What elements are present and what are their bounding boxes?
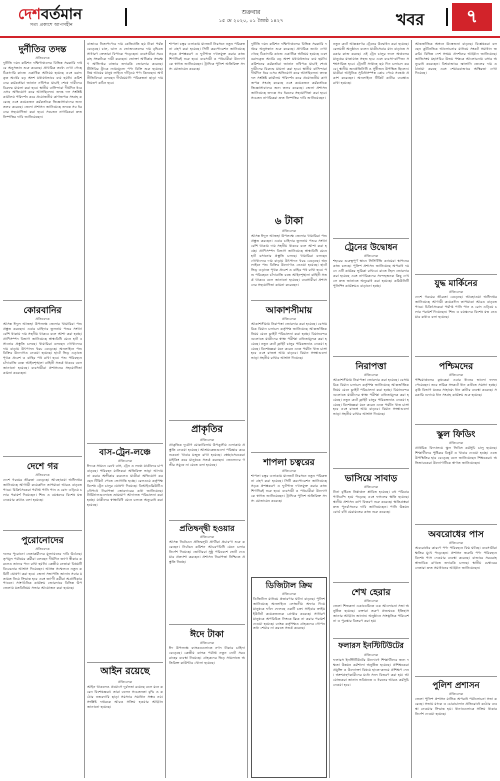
story-headline: শাপলা চত্বরের [263,458,315,468]
story-headline: পুলিশ প্রশাসন [432,681,480,691]
story-body: আইন থাকলেও প্রয়োগে দুর্বলতা রয়েছে বলে মনে করেন বিশেষজ্ঞরা। তারা বলেন সচেতনতা বৃদ্ধি ও কঠোর নজরদারি ছাড়া সমস্যার সমাধান সম্ভব নয়। সংশ্লিষ্ট দপ্তরকে আরও সক্রিয় হওয়ার আহ্বান জানানো হয়েছে। [87,685,163,709]
story-separator [3,530,82,531]
story-separator [87,662,163,663]
story-puronoder [3,532,82,777]
story-shekh-herar [333,584,409,636]
story-byline: প্রতিবেদক [199,438,215,442]
story-bhasiye-sabar [333,470,409,580]
column-rule [329,40,330,778]
story-headline: ৬ টাকা [274,216,304,227]
story-body: দলের পুরোনো নেতাকর্মীদের মূল্যায়নের দাবি উঠেছে। তৃণমূল পর্যায়ের কর্মীরা বলছেন দীর্ঘদিন ত্যাগ স্বীকার করলেও তাদের পদে রাখা হয়নি। কেন্দ্রীয় নেতারা বিষয়টি বিবেচনার আশ্বাস দিয়েছেন। আসন্ন সম্মেলনে নতুন কমিটি ঘোষণা করা হবে। জেলা সভাপতি জানান সবার মতামত নিয়ে সিদ্ধান্ত হবে এবং ত্যাগী কর্মীরা অগ্রাধিকার পাবেন। সাংগঠনিক কার্যক্রম জোরদারে বিভিন্ন উপজেলায় মতবিনিময় সভার আয়োজন করা হয়েছে। [3,552,82,591]
story-headline: ভাসিয়ে সাবাড় [344,474,398,484]
story-headline: অবরোধের পাস [428,530,484,540]
story-separator [3,456,82,457]
story-train-udbodhan [333,240,409,354]
issue-date: ১৫ মে ২০২০, ০১ জ্যৈষ্ঠ ১৪২৭ [218,18,284,24]
story-separator [333,238,409,239]
story-separator [415,424,497,425]
story-headline: দুর্নীতির তদন্ত [18,45,67,55]
section-title: খবর [396,10,425,29]
story-separator [415,356,497,357]
story-ain-royeche [87,664,163,777]
newspaper-logo [18,6,82,22]
story-body: শাপলা চত্বর এলাকায় যানজট নিরসনে নতুন পরিকল্পনা গ্রহণ করা হয়েছে। সিটি করপোরেশন জানিয়েছে সড়ক প্রশস্তকরণ ও ফুটপাত দখলমুক্ত করার কাজ শিগগিরই শুরু হবে। ব্যবসায়ী ও পথচারীরা উদ্যোগকে স্বাগত জানিয়েছেন। ট্রাফিক পুলিশ অতিরিক্ত সদস্য মোতায়েন করেছে। [251,474,327,503]
story-column5-top [333,40,409,236]
story-byline: প্রতিবেদক [281,229,297,233]
story-body: দেশে গরমের তীব্রতা বেড়েছে। আবহাওয়া অধিদপ্তর জানিয়েছে আগামী কয়েকদিন তাপমাত্রা আরও বাড়তে পারে। চিকিৎসকেরা পর্যাপ্ত পানি পান ও রোদ এড়িয়ে চলার পরামর্শ দিয়েছেন। শিশু ও বয়স্কদের বিশেষ যত্ন নেওয়ার কথাও বলা হয়েছে। [3,478,82,502]
story-byline: প্রতিবেদক [117,680,133,684]
story-headline: কোরবানির [23,306,62,316]
story-byline: প্রতিবেদক [281,592,297,596]
story-headline: আইন রয়েছে [100,666,150,677]
story-headline: পশ্চিমদের [438,362,474,372]
story-separator [333,638,409,639]
story-byline: প্রতিবেদক [281,469,297,473]
story-byline: প্রতিবেদক [363,485,379,489]
story-headline: ফলারস ইনস্টিটিউটের [338,641,404,650]
story-byline: প্রতিবেদক [281,317,297,321]
story-digital-crime [253,579,325,775]
story-6-taka [251,40,327,298]
story-byline: প্রতিবেদক [199,641,215,645]
story-headline: ডিজিটাল ক্রিম [265,580,313,590]
story-body: দেশে গরমের তীব্রতা বেড়েছে। আবহাওয়া অধিদপ্তর জানিয়েছে আগামী কয়েকদিন তাপমাত্রা আরও বাড়তে পারে। চিকিৎসকেরা পর্যাপ্ত পানি পান ও রোদ এড়িয়ে চলার পরামর্শ দিয়েছেন। শিশু ও বয়স্কদের বিশেষ যত্ন নেওয়ার কথাও বলা হয়েছে। [415,295,497,319]
story-byline: প্রতিবেদক [363,254,379,258]
story-separator [251,300,327,301]
story-juddha-markin [415,276,497,354]
story-separator [333,582,409,583]
story-body: দুর্নীতি দমন কমিশন দক্ষিণাঞ্চলের বিভিন্ন সরকারি দপ্তরে অনুসন্ধান শুরু করেছে। প্রাথমিক তথ্যে দেখা গেছে ঠিকাদারি কাজে একাধিক অনিয়ম হয়েছে এবং বরাদ্দকৃত অর্থের বড় অংশ যথাযথভাবে ব্যয় হয়নি। কমিশনের কর্মকর্তারা জানান নথিপত্র যাচাই শেষে দায়ীদের বিরুদ্ধে মামলা করা হবে। স্থানীয় বাসিন্দারা দীর্ঘদিন ধরে এসব অভিযোগ করে আসছিলেন। তদন্ত দল সংশ্লিষ্ট কার্যালয় পরিদর্শন করে প্রয়োজনীয় কাগজপত্র সংগ্রহ করেছে এবং কয়েকজন কর্মকর্তাকে জিজ্ঞাসাবাদের জন্য তলব করেছে। জেলা প্রশাসন জানিয়েছে তদন্তে সব ধরনের সহযোগিতা করা হবে। সচেতন নাগরিকরা দ্রুত নিষ্পত্তির দাবি জানিয়েছেন। [251,42,327,100]
column-rule [84,40,85,778]
story-headline: শেখ হেরার [351,588,391,598]
story-separator [333,356,409,357]
divider [446,8,448,26]
story-body: আসন্ন ঈদুল আজহা উপলক্ষে জেলার খামারিরা পশু প্রস্তুত করছেন। এবার চাহিদার তুলনায় পশুর সংখ্যা বেশি থাকায় দাম সহনীয় থাকবে বলে আশা করা হচ্ছে। প্রাণিসম্পদ বিভাগ জানিয়েছে স্বাস্থ্যবিধি মেনে হাট বসানোর প্রস্তুতি চলছে। খামারিরা বলছেন গোখাদ্যের দাম বাড়ায় উৎপাদন খরচ বেড়েছে। অনলাইনে পশু বিক্রির উদ্যোগও নেওয়া হয়েছে। হাটে ভিড় এড়াতে পৃথক প্রবেশ ও বাহির পথ রাখা হবে। পশু পরিবহনে চাঁদাবাজি বন্ধে আইনশৃঙ্খলা বাহিনী সতর্ক থাকবে বলে জানানো হয়েছে। ব্যবসায়ীরা প্রশাসনের সহযোগিতা কামনা করেছেন। [3,322,82,376]
masthead [0,0,500,36]
story-byline: প্রতিবেদক [363,599,379,603]
issue-day: শুক্রবার [241,9,261,16]
story-body: ঈদকে সামনে রেখে বাস, ট্রেন ও লঞ্চে যাত্রীদের চাপ বাড়ছে। পরিবহন মালিকরা অতিরিক্ত ভাড়া আদায় না করার অঙ্গীকার করলেও যাত্রীরা অভিযোগ করছেন টিকিট পেতে ভোগান্তি হচ্ছে। রেলওয়ে কর্তৃপক্ষ বিশেষ ট্রেন চালুর ঘোষণা দিয়েছে। বিআইডব্লিউটিএ নৌপথে নিরাপত্তা জোরদারের কথা জানিয়েছে। টার্মিনালগুলোতে ভ্রাম্যমাণ আদালত পরিচালনা করা হচ্ছে। যাত্রীদের স্বাস্থ্যবিধি মেনে চলতে অনুরোধ করা হয়েছে। [87,464,163,508]
story-bus-train-launch [87,445,163,660]
story-body: ডিজিটাল মাধ্যমে প্রতারণার ঘটনা বাড়ছে। পুলিশ জানিয়েছে অনলাইনে লোভনীয় অফার দিয়ে মানুষকে ফাঁদে ফেলছে একটি চক্র। সাইবার ক্রাইম ইউনিট কয়েকজনকে গ্রেপ্তার করেছে। সাধারণ মানুষকে অপরিচিত লিংকে ক্লিক না করার পরামর্শ দেওয়া হয়েছে। ব্যাংক কর্তৃপক্ষও গ্রাহকদের গোপন তথ্য শেয়ার না করতে সতর্ক করেছে। [253,597,325,631]
story-byline: প্রতিবেদক [448,692,464,696]
story-headline: দেশে গর [26,462,59,472]
story-dunitir-tadanta [3,40,82,298]
page-number: ৭ [452,3,492,31]
story-body: বাজারে নিত্যপণ্যের দাম কেজিপ্রতি ছয় টাকা পর্যন্ত বেড়েছে। চাল, ডাল ও ভোজ্যতেলের দাম বৃদ্ধিতে সাধারণ ক্রেতারা বিপাকে পড়েছেন। ব্যবসায়ীরা সরবরাহ সংকটকে দায়ী করছেন। ভোক্তা অধিকার সংরক্ষণ অধিদপ্তর বাজার তদারকি জোরদার করেছে। টিসিবির ট্রাকে ন্যায্যমূল্যে পণ্য বিক্রি শুরু হয়েছে। নিম্ন আয়ের মানুষ লাইনে দাঁড়িয়ে পণ্য কিনছেন। অর্থনীতিবিদরা বলছেন দীর্ঘমেয়াদি পরিকল্পনা ছাড়া দাম নিয়ন্ত্রণ কঠিন হবে। [87,42,163,86]
story-separator [169,624,245,625]
story-separator [169,420,245,421]
story-korbanir [3,302,82,454]
story-headline: নিরাপত্তা [355,362,387,372]
story-body: প্রাকৃতিক দুর্যোগ মোকাবিলায় উপকূলীয় এলাকায় প্রস্তুতি নেওয়া হয়েছে। আশ্রয়কেন্দ্রগুলো পরিষ্কার করে শুকনো খাবার মজুত রাখা হয়েছে। স্বেচ্ছাসেবকেরা মাইকিং করে মানুষকে সতর্ক করছেন। জেলেদের গভীর সমুদ্রে না যেতে বলা হয়েছে। [169,443,245,467]
story-headline: ট্রেনের উদ্বোধন [344,243,398,253]
story-headline: বাস-ট্রেন-লঞ্চে [99,448,151,458]
story-fullers-institute [333,640,409,777]
story-headline: প্রাকৃতির [191,424,223,435]
divider [125,8,127,26]
story-byline: প্রতিবেদক [117,459,133,463]
story-body: আসন্ন নির্বাচনে প্রতিদ্বন্দ্বী প্রার্থীরা প্রচারণা শুরু করেছেন। নির্বাচন কমিশন আচরণবিধি মেনে চলার নির্দেশ দিয়েছে। ভোটাররা সুষ্ঠু পরিবেশে ভোট দেওয়ার প্রত্যাশা করছেন। প্রশাসন নিরাপত্তা নিশ্চিতে প্রস্তুতি নিচ্ছে। [169,540,245,564]
story-byline: প্রতিবেদক [448,290,464,294]
story-school-feeding [415,426,497,522]
story-deshe-gar [3,458,82,528]
story-headline: যুদ্ধ মার্কিনের [434,279,478,289]
story-body: আন্তর্জাতিক অঙ্গনে উত্তেজনা বাড়ছে। বিশ্লেষকরা বলছেন কূটনৈতিক আলোচনার মাধ্যমে সংকট সমাধান জরুরি। বিভিন্ন দেশ সংযম প্রদর্শনের আহ্বান জানিয়েছে। জাতিসংঘ মহাসচিব উভয় পক্ষকে আলোচনায় বসার অনুরোধ করেছেন। বিশ্ববাজারে জ্বালানি তেলের দাম ওঠানামা করছে এবং শেয়ারবাজারে অস্থিরতা দেখা দিয়েছে। [415,42,497,76]
story-headline: প্রতিদ্বন্দ্বী হওয়ার [179,523,235,533]
story-body: পশ্চিমাঞ্চলের কৃষকেরা এবার ধানের ভালো ফলন পেয়েছেন। তবে শ্রমিক সংকটে ধান কাটতে সমস্যা হচ্ছে। কৃষি বিভাগ যন্ত্রের সাহায্যে ধান কাটার ব্যবস্থা করেছে। সরকারি গুদামে ধান সংগ্রহ কার্যক্রম শুরু হয়েছে। [415,378,497,397]
story-headline: আকাশসীমায় [265,306,313,316]
column-rule [247,40,248,778]
story-byline: প্রতিবেদক [448,541,464,545]
story-byline: প্রতিবেদক [35,56,50,60]
column-rule [165,40,166,778]
story-akashsimay [251,302,327,450]
story-separator [415,524,497,525]
story-body: নতুন রুটে আন্তঃনগর ট্রেনের উদ্বোধন করা হয়েছে। রেলমন্ত্রী অনুষ্ঠানে বলেন যাত্রীসেবার মান বাড়াতে সরকার কাজ করছে। এই ট্রেন চালুর ফলে অঞ্চলের মানুষের যাতায়াত সহজ হবে এবং ব্যবসা-বাণিজ্য সম্প্রসারিত হবে। ট্রেনটি সপ্তাহে ছয় দিন চলাচল করবে। স্থানীয় জনপ্রতিনিধি ও সুধীজন উপস্থিত ছিলেন। যাত্রীরা আধুনিক সুবিধাসম্পন্ন কোচ পেয়ে সন্তোষ প্রকাশ করেছেন। অনলাইনে টিকিট কাটার ব্যবস্থাও রাখা হয়েছে। [333,42,409,86]
story-eide-taka [169,626,245,777]
story-police-prashasan [415,678,497,777]
story-column6-top [415,40,497,272]
brand-black-part: বর্তমান [40,5,83,23]
story-nirapatta [333,358,409,466]
story-byline: প্রতিবেদক [448,373,464,377]
story-body: জেলা পুলিশ প্রশাসন মাসিক অপরাধ পর্যালোচনা সভা করেছে। সভায় মাদক ও চোরাচালান প্রতিরোধে কঠোর ব্যবস্থা নেওয়ার সিদ্ধান্ত হয়। থানাগুলোকে সক্রিয় থাকার নির্দেশ দেওয়া হয়েছে। [415,697,497,716]
story-byline: প্রতিবেদক [448,441,464,445]
story-byline: প্রতিবেদক [35,317,50,321]
story-body: শাপলা চত্বর এলাকায় যানজট নিরসনে নতুন পরিকল্পনা গ্রহণ করা হয়েছে। সিটি করপোরেশন জানিয়েছে সড়ক প্রশস্তকরণ ও ফুটপাত দখলমুক্ত করার কাজ শিগগিরই শুরু হবে। ব্যবসায়ী ও পথচারীরা উদ্যোগকে স্বাগত জানিয়েছেন। ট্রাফিক পুলিশ অতিরিক্ত সদস্য মোতায়েন করেছে। [169,42,245,71]
story-body: প্রাথমিক বিদ্যালয়ে স্কুল ফিডিং কর্মসূচি চালু হয়েছে। শিক্ষার্থীদের পুষ্টিকর বিস্কুট ও খাবার দেওয়া হচ্ছে। এতে উপস্থিতির হার বেড়েছে বলে জানিয়েছেন শিক্ষকেরা। অভিভাবকেরা উদ্যোগটিকে স্বাগত জানিয়েছেন। [415,446,497,465]
story-abarodher-pass [415,526,497,674]
story-byline: প্রতিবেদক [35,473,50,477]
brand-red-part: দেশ [18,5,41,23]
column-rule [411,40,412,778]
story-column3-top [169,40,245,418]
story-separator [169,520,245,521]
story-headline: স্কুল ফিডিং [436,430,476,440]
story-body: ফলারস ইনস্টিটিউটের উদ্যোগে শিক্ষার্থীদের জন্য দক্ষতা উন্নয়ন কর্মশালা অনুষ্ঠিত হয়েছে। প্রশিক্ষকেরা প্রযুক্তি ও উদ্যোক্তা বিষয়ে হাতে-কলমে প্রশিক্ষণ দেন। অংশগ্রহণকারীদের মধ্যে সনদ বিতরণ করা হয়। আয়োজকরা জানান ভবিষ্যতে এ ধরনের আরও কর্মসূচি নেওয়া হবে। [333,658,409,687]
story-protidwandi [169,522,245,622]
story-separator [415,274,497,275]
story-separator [3,300,82,301]
story-body: আকাশসীমায় নিরাপত্তা জোরদার করা হয়েছে। বেসামরিক বিমান চলাচল কর্তৃপক্ষ জানিয়েছে আন্তর্জাতিক নিয়ম মেনে ফ্লাইট পরিচালনা করা হচ্ছে। বিমানবন্দরগুলোতে যাত্রীদের স্বাস্থ্য পরীক্ষা বাধ্যতামূলক করা হয়েছে। নতুন রুটে ফ্লাইট চালুর পরিকল্পনাও নেওয়া হয়েছে। বিশেষজ্ঞরা মনে করেন এতে পর্যটন খাত চাঙ্গা হবে এবং রাজস্ব আয় বাড়বে। বিমান সংস্থাগুলো ভাড়া সহনীয় রাখার আশ্বাস দিয়েছে। [251,322,327,361]
story-body: দুর্নীতি দমন কমিশন দক্ষিণাঞ্চলের বিভিন্ন সরকারি দপ্তরে অনুসন্ধান শুরু করেছে। প্রাথমিক তথ্যে দেখা গেছে ঠিকাদারি কাজে একাধিক অনিয়ম হয়েছে এবং বরাদ্দকৃত অর্থের বড় অংশ যথাযথভাবে ব্যয় হয়নি। কমিশনের কর্মকর্তারা জানান নথিপত্র যাচাই শেষে দায়ীদের বিরুদ্ধে মামলা করা হবে। স্থানীয় বাসিন্দারা দীর্ঘদিন ধরে এসব অভিযোগ করে আসছিলেন। তদন্ত দল সংশ্লিষ্ট কার্যালয় পরিদর্শন করে প্রয়োজনীয় কাগজপত্র সংগ্রহ করেছে এবং কয়েকজন কর্মকর্তাকে জিজ্ঞাসাবাদের জন্য তলব করেছে। জেলা প্রশাসন জানিয়েছে তদন্তে সব ধরনের সহযোগিতা করা হবে। সচেতন নাগরিকরা দ্রুত নিষ্পত্তির দাবি জানিয়েছেন। [3,61,82,119]
story-body: শহরের গুরুত্বপূর্ণ স্থানে সিসিটিভি ক্যামেরা স্থাপনের কাজ চলছে। পুলিশ প্রশাসন জানিয়েছে অপরাধ দমনে এটি কার্যকর ভূমিকা রাখবে। রাতে টহল জোরদার করা হয়েছে এবং নাগরিকদের সন্দেহজনক কিছু দেখলে দ্রুত জানাতে অনুরোধ করা হয়েছে। কমিউনিটি পুলিশিং কার্যক্রমও বাড়ানো হচ্ছে। [333,259,409,288]
story-separator [333,468,409,469]
story-byline: প্রতিবেদক [35,547,50,551]
story-separator [415,676,497,677]
story-byline: প্রতিবেদক [363,373,379,377]
story-body: অবরোধের কারণে পণ্য পরিবহনে বিঘ্ন ঘটছে। ব্যবসায়ীরা ক্ষতির মুখে পড়েছেন। প্রশাসন জরুরি পণ্য পরিবহনে বিশেষ পাস দেওয়ার ব্যবস্থা করেছে। বাজারে সরবরাহ স্বাভাবিক রাখতে তদারকি চলছে। স্থানীয় চেম্বারের নেতারা দ্রুত সমাধানের আহ্বান জানিয়েছেন। [415,546,497,570]
story-body: টানা বৃষ্টিতে নিম্নাঞ্চল প্লাবিত হয়েছে। বহু পরিবার পানিবন্দি হয়ে পড়েছে এবং ফসলের ক্ষতি হয়েছে। স্থানীয় প্রশাসন ত্রাণ বিতরণ শুরু করেছে। ক্ষতিগ্রস্তরা দ্রুত পুনর্বাসনের দাবি জানিয়েছেন। পানি উন্নয়ন বোর্ড বাঁধ মেরামতের কাজ শুরু করেছে। [333,490,409,514]
story-bazar-continuation [87,40,163,440]
story-paschimder [415,358,497,422]
story-headline: পুরোনোদের [21,536,64,546]
masthead-rule [0,36,500,38]
story-prakritir [169,422,245,518]
story-shapla-chattar [251,454,327,574]
story-byline: প্রতিবেদক [363,653,379,657]
story-byline: প্রতিবেদক [199,535,215,539]
story-body: ঈদ উপলক্ষে ব্যাংকগুলোতে নগদ টাকার চাহিদা বেড়েছে। কেন্দ্রীয় ব্যাংক পর্যাপ্ত নতুন নোট সরবরাহের ব্যবস্থা নিয়েছে। গ্রাহকদের ভিড় সামলাতে অতিরিক্ত কাউন্টার খোলা হয়েছে। [169,646,245,665]
story-separator [87,443,163,444]
story-body: আকাশসীমায় নিরাপত্তা জোরদার করা হয়েছে। বেসামরিক বিমান চলাচল কর্তৃপক্ষ জানিয়েছে আন্তর্জাতিক নিয়ম মেনে ফ্লাইট পরিচালনা করা হচ্ছে। বিমানবন্দরগুলোতে যাত্রীদের স্বাস্থ্য পরীক্ষা বাধ্যতামূলক করা হয়েছে। নতুন রুটে ফ্লাইট চালুর পরিকল্পনাও নেওয়া হয়েছে। বিশেষজ্ঞরা মনে করেন এতে পর্যটন খাত চাঙ্গা হবে এবং রাজস্ব আয় বাড়বে। বিমান সংস্থাগুলো ভাড়া সহনীয় রাখার আশ্বাস দিয়েছে। [333,378,409,417]
brand-tagline: সত্য প্রকাশে আপসহীন [30,23,73,28]
story-body: আসন্ন ঈদুল আজহা উপলক্ষে জেলার খামারিরা পশু প্রস্তুত করছেন। এবার চাহিদার তুলনায় পশুর সংখ্যা বেশি থাকায় দাম সহনীয় থাকবে বলে আশা করা হচ্ছে। প্রাণিসম্পদ বিভাগ জানিয়েছে স্বাস্থ্যবিধি মেনে হাট বসানোর প্রস্তুতি চলছে। খামারিরা বলছেন গোখাদ্যের দাম বাড়ায় উৎপাদন খরচ বেড়েছে। অনলাইনে পশু বিক্রির উদ্যোগও নেওয়া হয়েছে। হাটে ভিড় এড়াতে পৃথক প্রবেশ ও বাহির পথ রাখা হবে। পশু পরিবহনে চাঁদাবাজি বন্ধে আইনশৃঙ্খলা বাহিনী সতর্ক থাকবে বলে জানানো হয়েছে। ব্যবসায়ীরা প্রশাসনের সহযোগিতা কামনা করেছেন। [251,234,327,288]
story-separator [251,452,327,453]
story-body: জেলা শিল্পকলা একাডেমিতে এক আলোচনা সভা অনুষ্ঠিত হয়েছে। বক্তারা তরুণ প্রজন্মকে ইতিহাস জানার আহ্বান জানান। অনুষ্ঠানে সাংস্কৃতিক পরিবেশনা ও পুরস্কার বিতরণ করা হয়। [333,604,409,623]
story-headline: ঈদে টাকা [190,630,224,640]
